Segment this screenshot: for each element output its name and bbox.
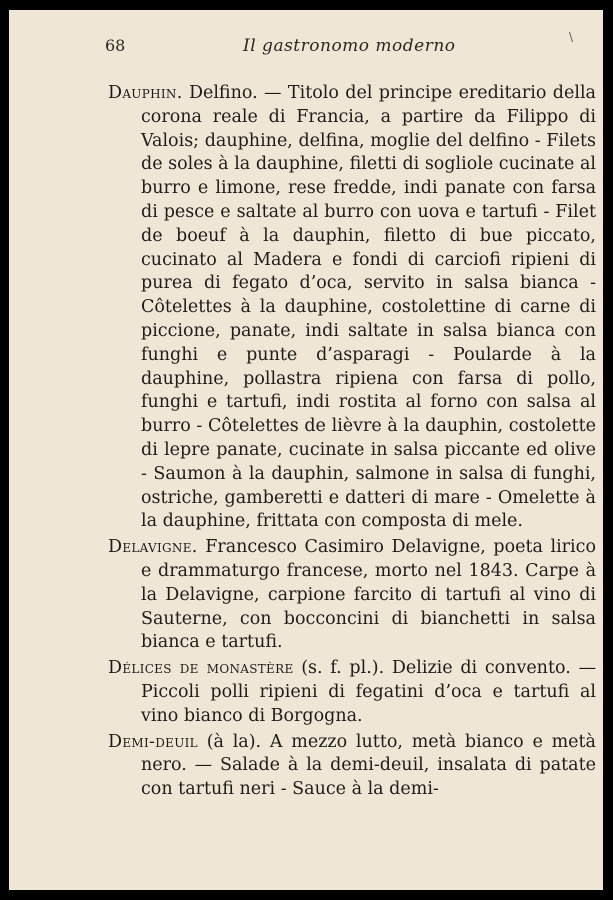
page-header — [9, 30, 603, 60]
headword: Delavigne. — [108, 537, 198, 558]
entry-text: (s. f. pl.). Delizie di convento. — Piccoli polli ripieni di fegatini d’oca e tartufi al vino bianco di Borgogna. — [141, 658, 596, 726]
running-title: Il gastronomo moderno — [243, 36, 456, 56]
headword: Dauphin. — [108, 83, 183, 103]
entry-delavigne — [108, 536, 596, 655]
headword: Délices de monastère — [108, 658, 294, 679]
entry-text: Francesco Casimiro Delavigne, poeta lirico e drammaturgo francese, morto nel 1843. Carpe à la Delavigne, carpione farcito di tartufi al vino di Sauterne, con bocconcini di bianchetti in salsa bianca e tartufi. — [141, 537, 596, 653]
body-text — [108, 82, 596, 804]
header-mark: \ — [569, 30, 574, 44]
entry-text: Delfino. — Titolo del principe ereditario della corona reale di Francia, a partire da Filippo di Valois; dauphine, delfina, moglie del delfino - Filets de soles à la dauphine, filetti di sogliole cucinate al burro e limone, rese fredde, indi panate con farsa di pesce e saltate al burro con uova e tartufi - Filet de boeuf à la dauphin, filetto di bue piccato, cucinato al Madera e fondi di carciofi ripieni di purea di fegato d’oca, servito in salsa bianca - Côtelettes à la dauphine, costolettine di carne di piccione, panate, indi saltate in salsa bianca con funghi e punte d’asparagi - Poularde à la dauphine, pollastra ripiena con farsa di pollo, funghi e tartufi, indi rostita al forno con salsa al burro - Côtelettes de lièvre à la dauphin, costolette di lepre panate, cucinate in salsa piccante ed olive - Saumon à la dauphin, salmone in salsa di funghi, ostriche, gamberetti e datteri di mare - Omelette à la dauphine, frittata con composta di mele. — [141, 83, 596, 532]
headword: Demi-deuil — [108, 731, 198, 752]
book-page — [9, 10, 603, 890]
entry-dauphin — [108, 82, 596, 534]
entry-text: (à la). A mezzo lutto, metà bianco e metà nero. — Salade à la demi-deuil, insalata di patate con tartufi neri - Sauce à la demi- — [141, 731, 596, 800]
entry-delices-de-monastere — [108, 657, 596, 728]
entry-demi-deuil — [108, 731, 596, 802]
page-number: 68 — [105, 36, 126, 55]
